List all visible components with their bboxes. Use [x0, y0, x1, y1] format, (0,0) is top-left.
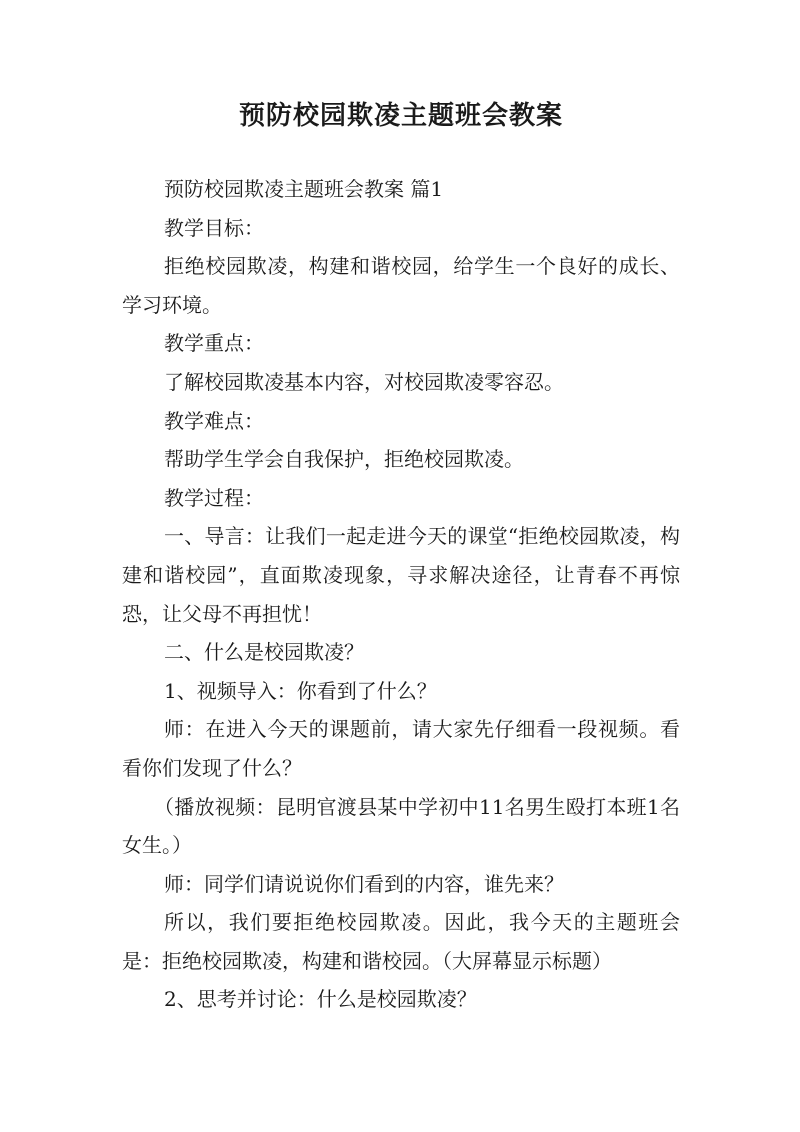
paragraph-process-label: 教学过程： [164, 485, 264, 510]
document-title: 预防校园欺凌主题班会教案 [238, 101, 563, 131]
paragraph-theme-statement: 所以，我们要拒绝校园欺凌。因此，我今天的主题班会是：拒绝校园欺凌，构建和谐校园。（大屏幕显示标题） [122, 910, 680, 973]
paragraph-discussion: 2、思考并讨论：什么是校园欺凌？ [164, 987, 477, 1012]
paragraph-difficulties-text: 帮助学生学会自我保护，拒绝校园欺凌。 [164, 447, 524, 472]
document-body [122, 170, 680, 1019]
paragraph-difficulties-label: 教学难点： [164, 408, 264, 433]
paragraph-video-note: （播放视频：昆明官渡县某中学初中11名男生殴打本班1名女生。） [122, 794, 680, 858]
paragraph-goals-text: 拒绝校园欺凌，构建和谐校园，给学生一个良好的成长、学习环境。 [122, 254, 680, 317]
paragraph-teacher-question: 师：同学们请说说你们看到的内容，谁先来？ [164, 871, 564, 896]
paragraph-key-points-text: 了解校园欺凌基本内容，对校园欺凌零容忍。 [164, 369, 564, 394]
paragraph-teacher-prompt: 师：在进入今天的课题前，请大家先仔细看一段视频。看看你们发现了什么？ [122, 717, 680, 780]
paragraph-section-heading: 预防校园欺凌主题班会教案 篇1 [164, 177, 444, 201]
paragraph-introduction: 一、导言：让我们一起走进今天的课堂“拒绝校园欺凌，构建和谐校园”，直面欺凌现象，寻求解决途径，让青春不再惊恐，让父母不再担忧！ [122, 524, 680, 626]
paragraph-video-intro: 1、视频导入：你看到了什么？ [164, 678, 437, 703]
paragraph-goals-label: 教学目标： [164, 215, 264, 240]
paragraph-what-is-bullying: 二、什么是校园欺凌？ [164, 640, 364, 665]
paragraph-key-points-label: 教学重点： [164, 331, 264, 356]
